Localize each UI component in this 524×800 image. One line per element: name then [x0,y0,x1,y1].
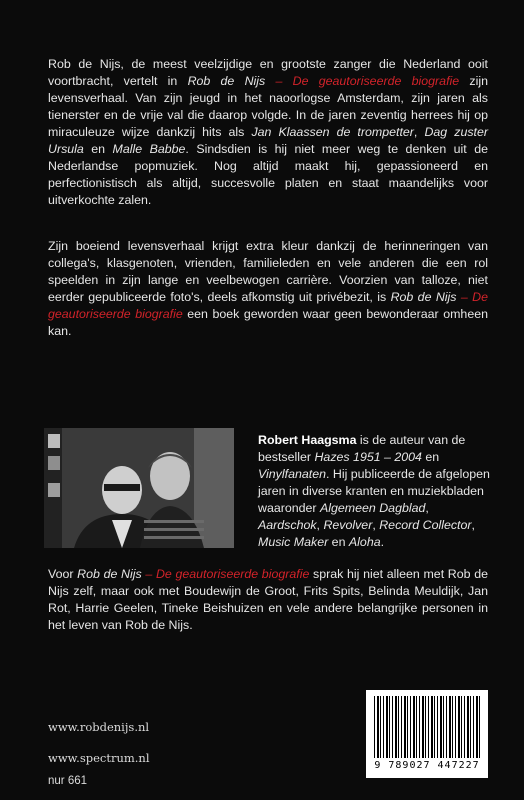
book-subtitle: De geautoriseerde biografie [292,74,460,88]
second-paragraph [48,238,488,340]
song-title: Jan Klaassen de trompetter [251,125,414,139]
text: . Hij publiceerde de afgelopen jaren in diverse kranten en muziekbladen waaronder [258,467,490,515]
website-link-robdenijs[interactable]: www.robdenijs.nl [48,720,150,734]
text: – [456,290,473,304]
magazine-title: Revolver [323,518,373,532]
text: en [421,450,440,464]
text: , [425,501,429,515]
magazine-title: Record Collector [379,518,472,532]
book-title: Rob de Nijs [187,74,266,88]
magazine-title: Aloha [348,535,381,549]
text: en [83,142,113,156]
author-photo [44,428,234,548]
book-title: Rob de Nijs [77,567,142,581]
text: – [265,74,293,88]
text: Zijn boeiend levensverhaal krijgt extra kleur dankzij de herinneringen van collega's, klasgenoten, vrienden, familieleden en vele anderen die een rol speelden in zijn lange en veelbewogen carrière. Voorzien van talloze, niet eerder gepubliceerde foto's, deels afkomstig uit privébezit, is [48,239,488,304]
text: een boek geworden waar geen bewonderaar omheen kan. [48,307,488,338]
text: – [141,567,156,581]
song-title: Dag zuster Ursula [48,125,488,156]
book-subtitle: De geautoriseerde biografie [48,290,489,321]
text: , [372,518,380,532]
text: sprak hij niet alleen met Rob de Nijs zelf, maar ook met Boudewijn de Groot, Frits Spits, Belinda Meuldijk, Jan Rot, Harrie Geelen, Tineke Beishuizen en vele andere belangrijke personen in het leven van Rob de Nijs. [48,567,489,632]
book-title: Vinylfanaten [258,467,326,481]
isbn-number: 9 789027 447227 [374,760,480,771]
magazine-title: Music Maker [258,535,329,549]
author-bio [258,432,490,551]
magazine-title: Algemeen Dagblad [320,501,426,515]
author-name: Robert Haagsma [258,433,357,447]
book-title: Rob de Nijs [390,290,457,304]
website-link-spectrum[interactable]: www.spectrum.nl [48,751,150,765]
intro-paragraph [48,56,488,209]
closing-paragraph [48,566,488,634]
author-photo-illustration [44,428,234,548]
text: , [413,125,425,139]
text: zijn levensverhaal. Van zijn jeugd in het naoorlogse Amsterdam, zijn jaren als tienerster en de vrije val die daarop volgde. In de jaren zeventig herrees hij op miraculeuze wijze dankzij hits als [48,74,488,139]
book-title: Hazes 1951 – 2004 [314,450,422,464]
text: en [328,535,349,549]
text: , [316,518,324,532]
nur-code: nur 661 [48,775,88,787]
text: , [471,518,475,532]
text: Voor [48,567,78,581]
text: Rob de Nijs, de meest veelzijdige en grootste zanger die Nederland ooit voortbracht, vertelt in [48,57,488,88]
isbn-barcode [366,690,488,778]
magazine-title: Aardschok [258,518,317,532]
book-subtitle: De geautoriseerde biografie [155,567,310,581]
song-title: Malle Babbe [112,142,186,156]
barcode-bars [374,696,480,758]
text: . Sindsdien is hij niet meer weg te denken uit de Nederlandse popmuziek. Nog altijd maakt hij, gepassioneerd en perfectionistisch als altijd, succesvolle platen en staat maandelijks voor uitverkochte zalen. [48,142,488,207]
text: is de auteur van de bestseller [258,433,466,464]
text: . [380,535,385,549]
